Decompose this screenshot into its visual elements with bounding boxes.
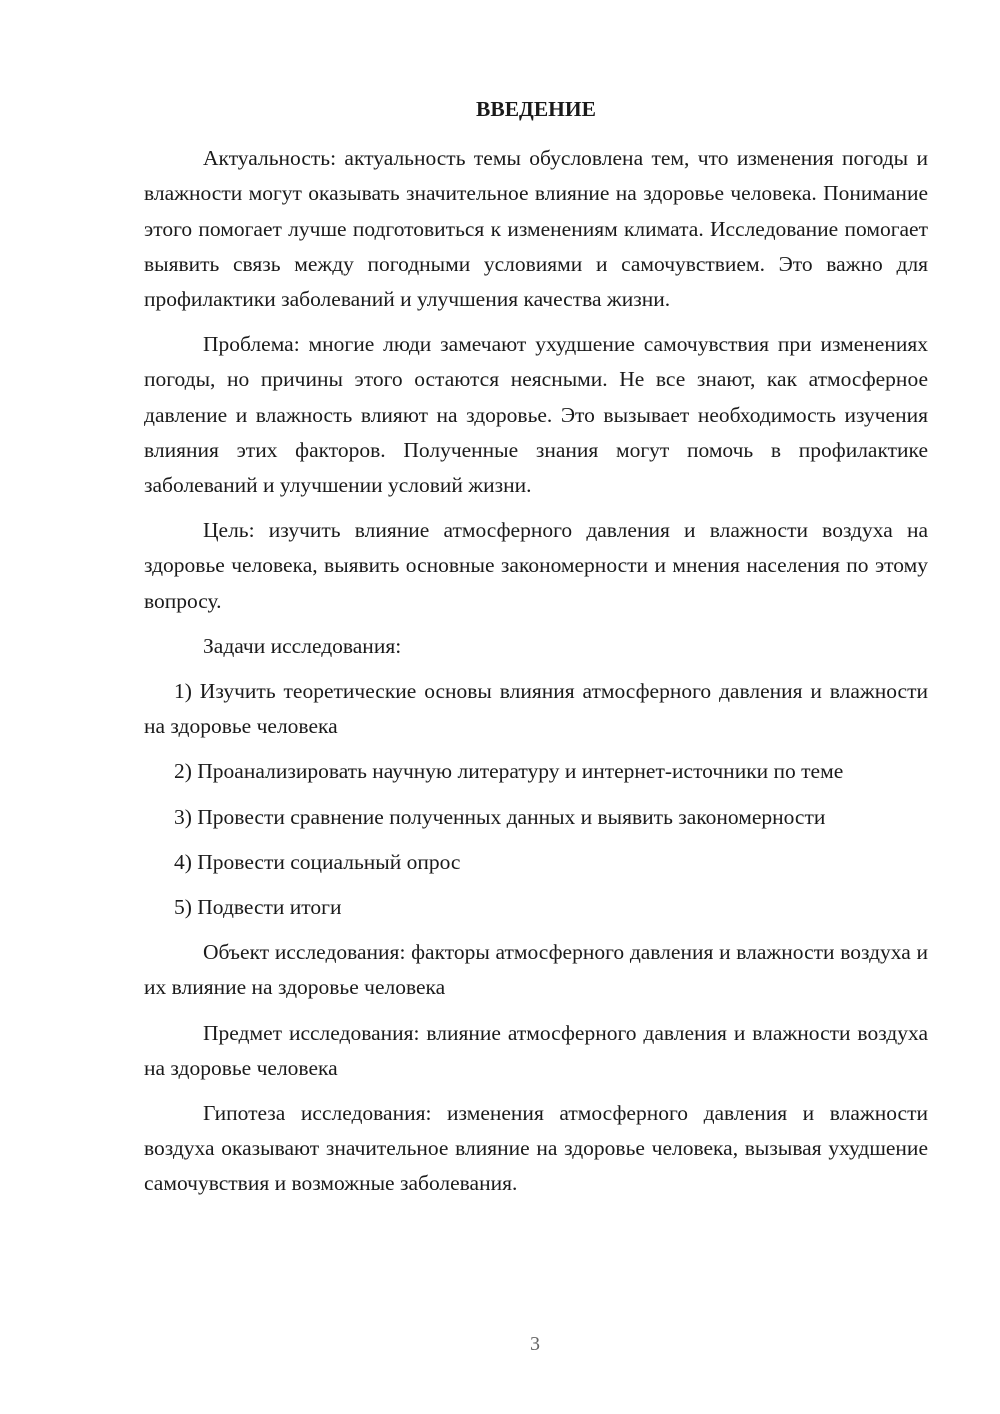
paragraph-goal: Цель: изучить влияние атмосферного давления и влажности воздуха на здоровье человека, выявить основные закономерности и мнения населения по этому вопросу. (144, 518, 928, 613)
task-item: 1) Изучить теоретические основы влияния атмосферного давления и влажности на здоровье человека (144, 679, 928, 739)
document-page (144, 92, 928, 1212)
paragraph-problem: Проблема: многие люди замечают ухудшение самочувствия при изменениях погоды, но причины этого остаются неясными. Не все знают, как атмосферное давление и влажность влияют на здоровье. Это вызывает необходимость изучения влияния этих факторов. Полученные знания могут помочь в профилактике заболеваний и улучшении условий жизни. (144, 332, 928, 498)
task-item: 3) Провести сравнение полученных данных и выявить закономерности (174, 804, 826, 829)
tasks-heading: Задачи исследования: (203, 633, 402, 658)
page-number: 3 (530, 1333, 540, 1355)
paragraph-relevance: Актуальность: актуальность темы обусловлена тем, что изменения погоды и влажности могут оказывать значительное влияние на здоровье человека. Понимание этого помогает лучше подготовиться к изменениям климата. Исследование помогает выявить связь между погодными условиями и самочувствием. Это важно для профилактики заболеваний и улучшения качества жизни. (144, 146, 928, 312)
task-item: 2) Проанализировать научную литературу и интернет-источники по теме (174, 759, 844, 784)
task-item: 5) Подвести итоги (174, 895, 342, 920)
section-title: ВВЕДЕНИЕ (476, 97, 596, 121)
paragraph-hypothesis: Гипотеза исследования: изменения атмосферного давления и влажности воздуха оказывают значительное влияние на здоровье человека, вызывая ухудшение самочувствия и возможные заболевания. (144, 1101, 928, 1196)
paragraph-object: Объект исследования: факторы атмосферного давления и влажности воздуха и их влияние на здоровье человека (144, 940, 928, 1000)
task-item: 4) Провести социальный опрос (174, 849, 461, 874)
paragraph-subject: Предмет исследования: влияние атмосферного давления и влажности воздуха на здоровье человека (144, 1020, 928, 1080)
